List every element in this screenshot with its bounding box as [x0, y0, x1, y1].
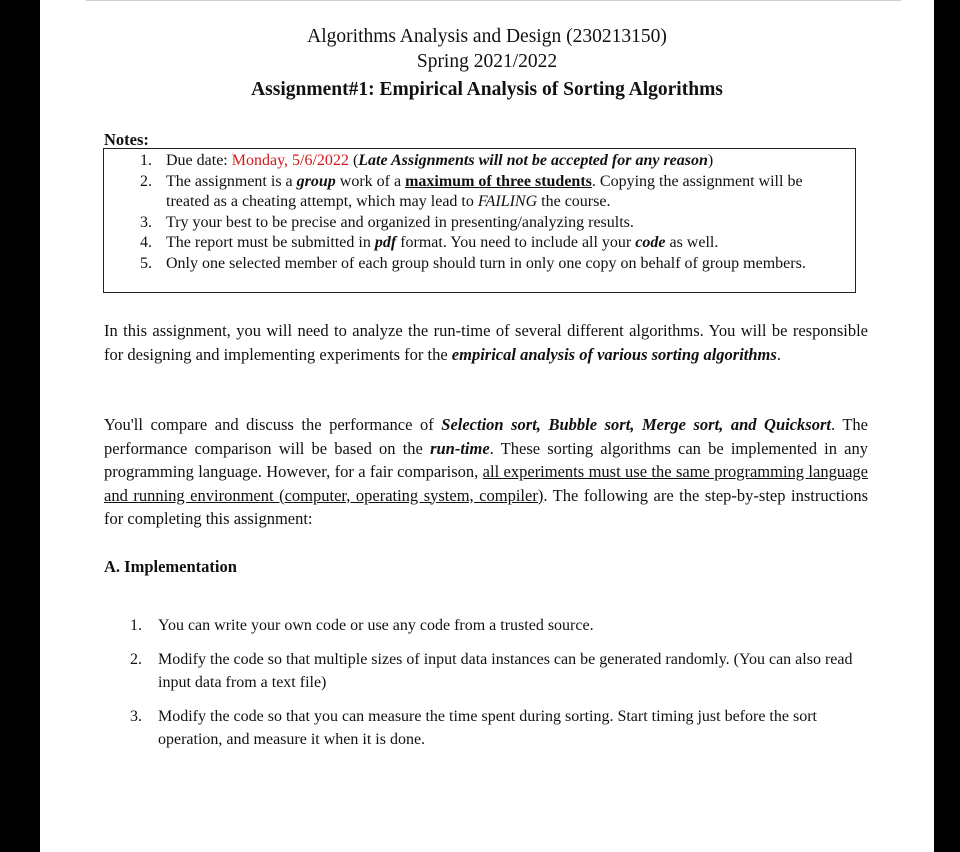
item-text: You can write your own code or use any code from a trusted source.	[158, 617, 594, 634]
note-text: )	[707, 152, 714, 169]
term: Spring 2021/2022	[416, 51, 558, 72]
section-a-heading: A. Implementation	[104, 557, 237, 576]
note-text: The assignment is a	[166, 172, 297, 190]
pdf-emphasis: pdf	[374, 234, 397, 251]
note-item	[104, 213, 855, 234]
due-date: Monday, 5/6/2022	[231, 152, 349, 169]
implementation-list	[40, 614, 934, 762]
compare-paragraph	[104, 413, 868, 531]
compare-text: . These sorting algorithms can be implemented in any programming language. However, for a fair comparison,	[104, 438, 869, 481]
note-text: Try your best to be precise and organized in presenting/analyzing results.	[166, 213, 634, 231]
item-text: Modify the code so that you can measure the time spent during sorting. Start timing just before the sort operation, and measure it when it is done.	[158, 708, 817, 748]
item-number: 2.	[130, 651, 142, 668]
note-number: 3.	[140, 213, 152, 231]
note-text: the course.	[537, 193, 611, 210]
implementation-item	[40, 705, 934, 751]
late-warning: Late Assignments will not be accepted for any reason	[358, 152, 708, 169]
note-item	[104, 233, 855, 254]
note-text: Only one selected member of each group should turn in only one copy on behalf of group members.	[166, 254, 806, 272]
note-text: The report must be submitted in	[166, 234, 375, 251]
environment-requirement: all experiments must use the same programming language and running environment (computer, operating system, compiler)	[104, 462, 868, 505]
note-item	[104, 151, 855, 172]
intro-text: In this assignment, you will need to analyze the run-time of several different algorithms. You will be responsible for designing and implementing experiments for the	[104, 321, 868, 364]
item-number: 3.	[130, 708, 142, 725]
item-number: 1.	[130, 617, 142, 634]
failing-emphasis: FAILING	[477, 193, 538, 210]
note-number: 2.	[140, 172, 152, 190]
notes-list	[104, 151, 855, 274]
compare-text: You'll compare and discuss the performance of	[104, 415, 442, 434]
group-emphasis: group	[296, 172, 336, 190]
note-text: (	[348, 152, 359, 169]
note-number: 4.	[140, 234, 152, 251]
note-number: 5.	[140, 254, 152, 272]
intro-paragraph	[104, 319, 868, 366]
notes-label: Notes:	[104, 130, 149, 149]
note-text: format. You need to include all your	[396, 234, 636, 251]
document-page	[40, 0, 934, 852]
note-item	[104, 254, 855, 275]
note-text: work of a	[335, 172, 406, 190]
implementation-item	[40, 614, 934, 637]
compare-text: . The performance comparison will be based on the	[104, 415, 869, 458]
algorithms-emphasis: Selection sort, Bubble sort, Merge sort, and Quicksort	[441, 415, 831, 434]
note-number: 1.	[140, 152, 152, 169]
item-text: Modify the code so that multiple sizes of input data instances can be generated randomly. (You can also read input data from a text file)	[158, 651, 853, 691]
assignment-title: Assignment#1: Empirical Analysis of Sorting Algorithms	[251, 79, 723, 100]
runtime-emphasis: run-time	[430, 438, 490, 458]
compare-text: . The following are the step-by-step instructions for completing this assignment:	[104, 485, 868, 528]
course-title: Algorithms Analysis and Design (230213150)	[307, 26, 667, 47]
note-text: . Copying the assignment will be treated as a cheating attempt, which may lead to	[166, 172, 803, 210]
note-item	[104, 172, 855, 213]
implementation-item	[40, 648, 934, 694]
intro-text: .	[776, 344, 781, 364]
top-rule	[86, 0, 901, 1]
notes-box	[103, 148, 856, 293]
note-text: Due date:	[166, 152, 232, 169]
max-students: maximum of three students	[405, 172, 592, 190]
code-emphasis: code	[635, 234, 666, 251]
note-text: as well.	[665, 234, 719, 251]
intro-emphasis: empirical analysis of various sorting algorithms	[451, 344, 777, 364]
